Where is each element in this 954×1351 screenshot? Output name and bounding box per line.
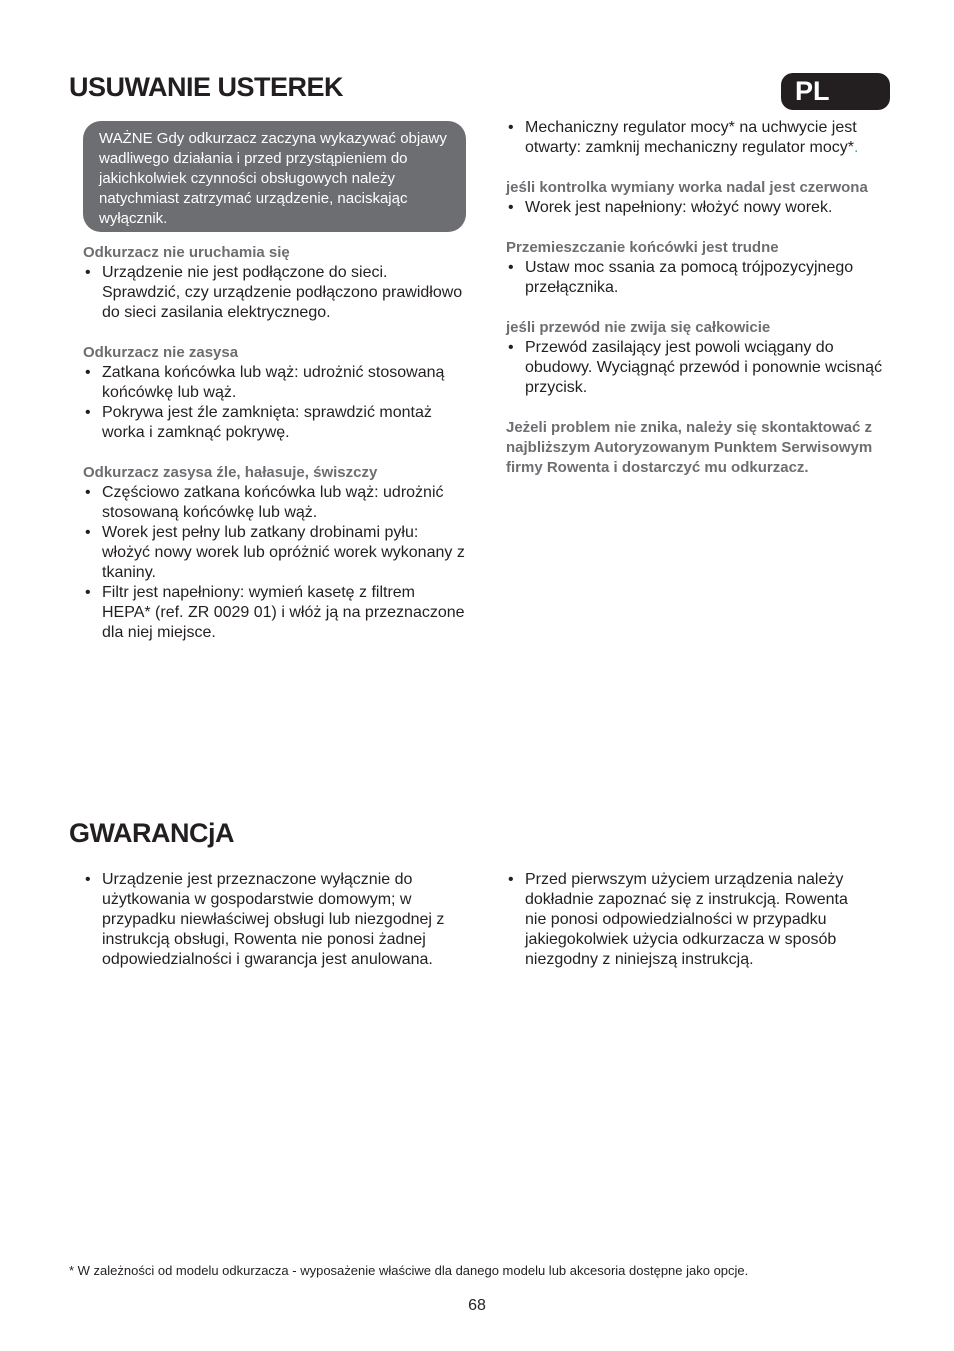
list-item: • Worek jest napełniony: włożyć nowy worek. — [506, 198, 891, 218]
trailing-dot: . — [854, 139, 859, 156]
warranty-right-column — [506, 870, 871, 970]
issue-list — [506, 198, 891, 218]
list-item: • Ustaw moc ssania za pomocą trójpozycyjnego przełącznika. — [506, 258, 891, 298]
list-item — [506, 118, 891, 158]
list-item: • Worek jest pełny lub zatkany drobinami pyłu: włożyć nowy worek lub opróżnić worek wykonany z tkaniny. — [83, 523, 468, 583]
list-item: • Częściowo zatkana końcówka lub wąż: udrożnić stosowaną końcówkę lub wąż. — [83, 483, 468, 523]
section-title-troubleshooting: USUWANIE USTEREK — [69, 72, 344, 102]
issue-heading: jeśli kontrolka wymiany worka nadal jest czerwona — [506, 179, 868, 196]
list-item: • Zatkana końcówka lub wąż: udrożnić stosowaną końcówkę lub wąż. — [83, 363, 468, 403]
list-item-text: Mechaniczny regulator mocy* na uchwycie jest otwarty: zamknij mechaniczny regulator mocy* — [525, 119, 857, 156]
page-number: 68 — [468, 1297, 486, 1314]
list-item: • Przewód zasilający jest powoli wciągany do obudowy. Wyciągnąć przewód i ponownie wcisnąć przycisk. — [506, 338, 891, 398]
issue-list — [506, 258, 891, 298]
list-item: • Urządzenie jest przeznaczone wyłącznie do użytkowania w gospodarstwie domowym; w przypadku niewłaściwej obsługi lub niezgodnej z instrukcją obsługi, Rowenta nie ponosi żadnej odpowiedzialności i gwarancja jest anulowana. — [83, 870, 468, 970]
language-badge: PL — [781, 73, 890, 110]
issue-heading: Odkurzacz nie uruchamia się — [83, 244, 290, 261]
issue-list — [506, 338, 891, 398]
issue-heading: Odkurzacz nie zasysa — [83, 344, 239, 361]
list-item: • Przed pierwszym użyciem urządzenia należy dokładnie zapoznać się z instrukcją. Rowenta nie ponosi odpowiedzialności w przypadku jakiegokolwiek użycia odkurzacza w sposób niezgodny z niniejszą instrukcją. — [506, 870, 871, 970]
issue-heading: Przemieszczanie końcówki jest trudne — [506, 239, 779, 256]
list-item: • Filtr jest napełniony: wymień kasetę z filtrem HEPA* (ref. ZR 0029 01) i włóż ją na przeznaczone dla niej miejsce. — [83, 583, 468, 643]
issue-list — [83, 263, 468, 323]
issue-list — [506, 118, 891, 158]
list-item: • Pokrywa jest źle zamknięta: sprawdzić montaż worka i zamknąć pokrywę. — [83, 403, 468, 443]
service-contact-note: Jeżeli problem nie znika, należy się skontaktować z najbliższym Autoryzowanym Punktem Serwisowym firmy Rowenta i dostarczyć mu odkurzacz. — [506, 419, 873, 476]
warranty-list — [506, 870, 871, 970]
issue-list — [83, 483, 468, 643]
section-title-warranty: GWARANCjA — [69, 818, 234, 848]
troubleshooting-left-column — [83, 243, 468, 643]
warranty-list — [83, 870, 468, 970]
troubleshooting-right-column — [506, 118, 891, 478]
warranty-left-column — [83, 870, 468, 970]
list-item: • Urządzenie nie jest podłączone do sieci. Sprawdzić, czy urządzenie podłączono prawidłowo do sieci zasilania elektrycznego. — [83, 263, 468, 323]
issue-list — [83, 363, 468, 443]
issue-heading: Odkurzacz zasysa źle, hałasuje, świszczy — [83, 464, 378, 481]
warning-box: WAŻNE Gdy odkurzacz zaczyna wykazywać objawy wadliwego działania i przed przystąpieniem do jakichkolwiek czynności obsługowych należy natychmiast zatrzymać urządzenie, naciskając wyłącznik. — [83, 121, 466, 232]
footnote: * W zależności od modelu odkurzacza - wyposażenie właściwe dla danego modelu lub akcesoria dostępne jako opcje. — [69, 1263, 749, 1278]
issue-heading: jeśli przewód nie zwija się całkowicie — [506, 319, 771, 336]
